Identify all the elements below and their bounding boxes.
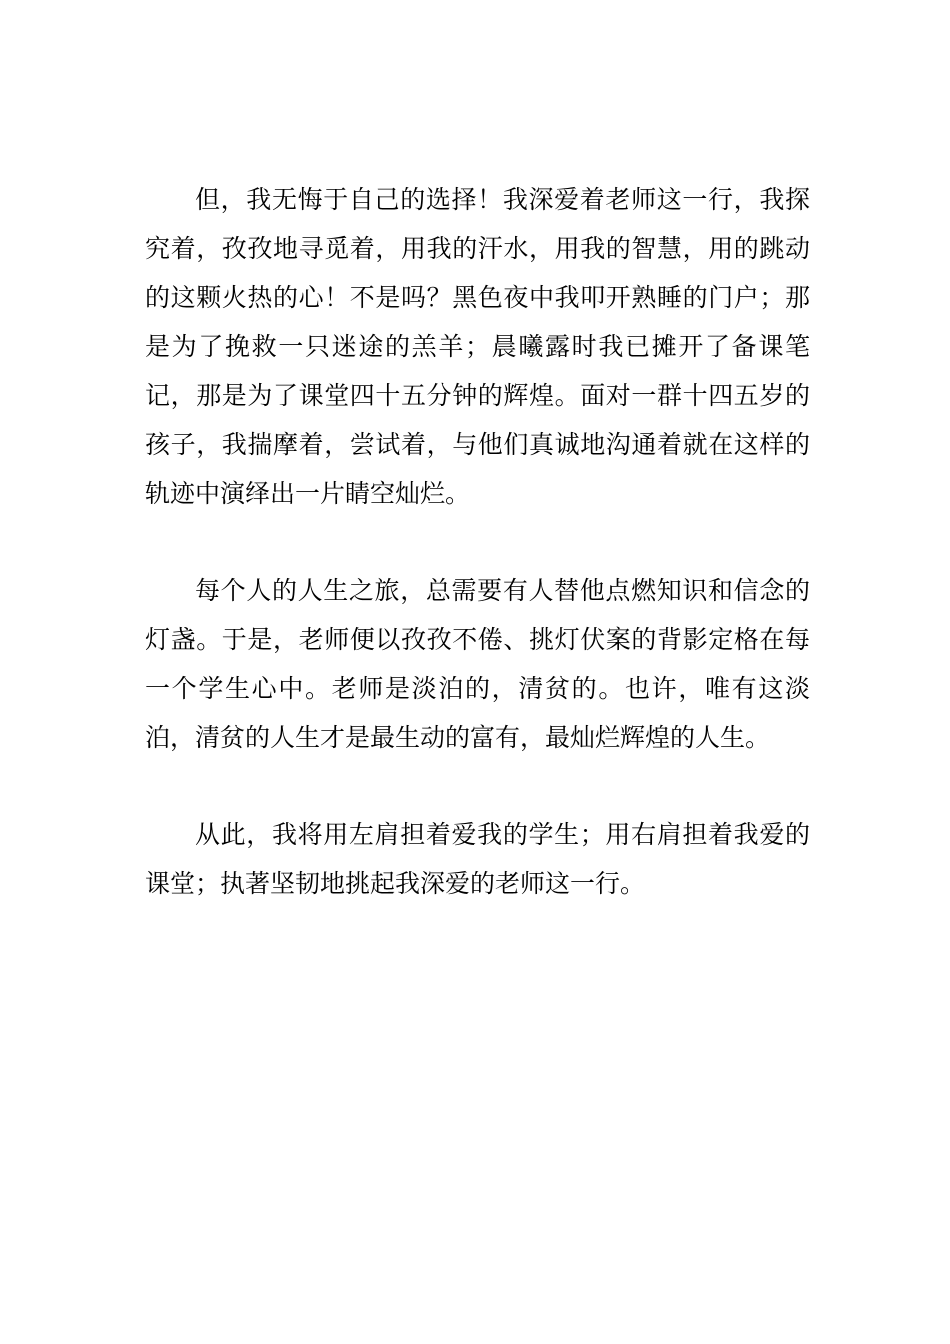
paragraph-3: 从此，我将用左肩担着爱我的学生；用右肩担着我爱的课堂；执著坚韧地挑起我深爱的老师这一行。 bbox=[145, 820, 810, 898]
paragraph-1: 但，我无悔于自己的选择！我深爱着老师这一行，我探究着，孜孜地寻觅着，用我的汗水，用我的智慧，用的跳动的这颗火热的心！不是吗？黑色夜中我叩开熟睡的门户；那是为了挽救一只迷途的羔羊；晨曦露时我已摊开了备课笔记，那是为了课堂四十五分钟的辉煌。面对一群十四五岁的孩子，我揣摩着，尝试着，与他们真诚地沟通着就在这样的轨迹中演绎出一片睛空灿烂。 bbox=[145, 185, 810, 508]
document-body bbox=[145, 175, 810, 908]
paragraph-2: 每个人的人生之旅，总需要有人替他点燃知识和信念的灯盏。于是，老师便以孜孜不倦、挑灯伏案的背影定格在每一个学生心中。老师是淡泊的，清贫的。也许，唯有这淡泊，清贫的人生才是最生动的富有，最灿烂辉煌的人生。 bbox=[145, 576, 810, 752]
